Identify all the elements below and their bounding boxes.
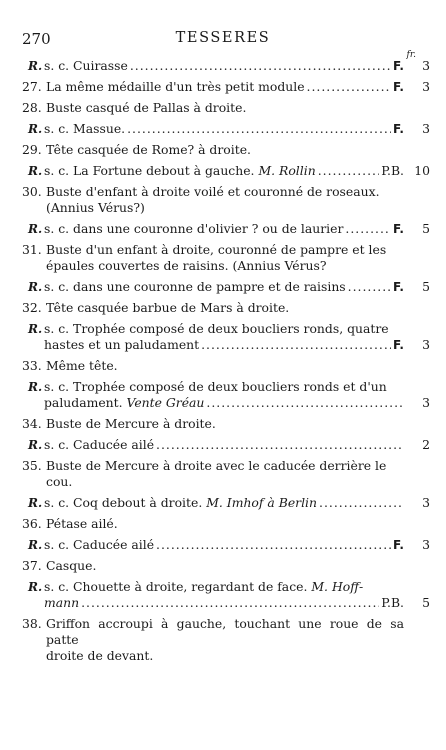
dot-leader (127, 121, 391, 137)
entry-text: Pétase ailé. (46, 516, 118, 531)
entry-text: Buste casqué de Pallas à droite. (46, 100, 247, 115)
collection-name: Vente Gréau (126, 395, 205, 410)
reverse-entry (28, 379, 434, 411)
obverse-entry (22, 79, 434, 95)
entry-text-line-1: s. c. Trophée composé de deux boucliers ronds, quatre (44, 321, 389, 336)
reverse-entry (28, 163, 434, 179)
size-mark: P.B. (381, 595, 404, 610)
entry-number: 34. (22, 416, 42, 431)
page-header (22, 30, 424, 60)
dot-leader (319, 495, 402, 511)
entry-value: 10 (414, 163, 430, 178)
entry-number: 32. (22, 300, 42, 315)
reverse-symbol: R. (28, 538, 43, 552)
dot-leader (156, 437, 402, 453)
entry-text: s. c. La Fortune debout à gauche. M. Rollin (44, 163, 316, 178)
reverse-entry (28, 437, 434, 453)
reverse-entry (28, 58, 434, 74)
collection-name: M. Rollin (258, 163, 316, 178)
dot-leader (156, 537, 391, 553)
entry-value: 3 (422, 58, 430, 73)
entry-text: Buste de Mercure à droite. (46, 416, 216, 431)
obverse-entry (22, 300, 434, 316)
entry-text-line-1: s. c. Chouette à droite, regardant de face. M. Hoff- (44, 579, 364, 594)
entry-number: 27. (22, 79, 42, 94)
collection-name: M. Imhof à Berlin (206, 495, 317, 510)
entry-text: s. c. Coq debout à droite. M. Imhof à Berlin (44, 495, 317, 510)
entry-value: 3 (422, 537, 430, 552)
entry-number: 30. (22, 184, 42, 199)
entry-number: 29. (22, 142, 42, 157)
entry-number: 33. (22, 358, 42, 373)
entry-text-line-1: Buste d'un enfant à droite, couronné de pampre et les (46, 242, 387, 257)
metal-mark: F. (393, 338, 404, 352)
obverse-entry (22, 242, 434, 274)
entry-text-line-1: Buste de Mercure à droite avec le caducée derrière le (46, 458, 387, 473)
entry-value: 3 (422, 79, 430, 94)
metal-mark: F. (393, 80, 404, 94)
collection-name: M. Hoff- (311, 579, 364, 594)
reverse-symbol: R. (28, 222, 43, 236)
dot-leader (81, 595, 379, 611)
entry-text: s. c. Caducée ailé (44, 537, 155, 552)
reverse-entry (28, 579, 434, 611)
dot-leader (307, 79, 391, 95)
metal-mark: F. (393, 280, 404, 294)
entry-value: 2 (422, 437, 430, 452)
entry-text: s. c. dans une couronne d'olivier ? ou de laurier (44, 221, 344, 236)
dot-leader (318, 163, 380, 179)
entry-text-line-2: (Annius Vérus?) (46, 200, 145, 215)
dot-leader (345, 221, 391, 237)
entry-text: s. c. Massue. (44, 121, 126, 136)
obverse-entry (22, 184, 434, 216)
dot-leader (130, 58, 391, 74)
reverse-entry (28, 221, 434, 237)
entry-text-line-1: Buste d'enfant à droite voilé et couronné de roseaux. (46, 184, 380, 199)
reverse-entry (28, 279, 434, 295)
obverse-entry (22, 358, 434, 374)
reverse-entry (28, 321, 434, 353)
entry-text: Même tête. (46, 358, 118, 373)
reverse-symbol: R. (28, 122, 43, 136)
obverse-entry (22, 142, 434, 158)
entry-number: 36. (22, 516, 42, 531)
dot-leader (201, 337, 391, 353)
metal-mark: F. (393, 538, 404, 552)
obverse-entry (22, 100, 434, 116)
entry-value: 3 (422, 337, 430, 352)
size-mark: P.B. (381, 163, 404, 178)
entry-text-line-1: s. c. Trophée composé de deux boucliers ronds et d'un (44, 379, 387, 394)
reverse-entry (28, 121, 434, 137)
entry-text: Casque. (46, 558, 97, 573)
entry-value: 5 (422, 279, 430, 294)
entry-number: 38. (22, 616, 42, 631)
dot-leader (206, 395, 402, 411)
reverse-entry (28, 495, 434, 511)
entry-text-line-1: Griffon accroupi à gauche, touchant une roue de sa patte (46, 616, 404, 647)
reverse-symbol: R. (28, 380, 43, 394)
reverse-symbol: R. (28, 280, 43, 294)
metal-mark: F. (393, 222, 404, 236)
obverse-entry (22, 616, 434, 664)
entry-value: 3 (422, 121, 430, 136)
obverse-entry (22, 458, 434, 490)
entry-number: 35. (22, 458, 42, 473)
entry-text: s. c. Cuirasse (44, 58, 128, 73)
entry-number: 28. (22, 100, 42, 115)
value-column-label: fr. (406, 50, 416, 60)
entry-text-line-2: hastes et un paludament (44, 337, 200, 352)
metal-mark: F. (393, 122, 404, 136)
reverse-symbol: R. (28, 496, 43, 510)
entry-text: s. c. dans une couronne de pampre et de raisins (44, 279, 346, 294)
entry-text: Tête casquée de Rome? à droite. (46, 142, 251, 157)
entry-text-line-2: droite de devant. (46, 648, 154, 663)
entry-number: 37. (22, 558, 42, 573)
obverse-entry (22, 516, 434, 532)
catalogue-entries (22, 58, 434, 664)
entry-number: 31. (22, 242, 42, 257)
reverse-entry (28, 537, 434, 553)
obverse-entry (22, 558, 434, 574)
metal-mark: F. (393, 59, 404, 73)
running-title: TESSERES (175, 30, 271, 46)
reverse-symbol: R. (28, 59, 43, 73)
reverse-symbol: R. (28, 438, 43, 452)
entry-text: La même médaille d'un très petit module (46, 79, 305, 94)
entry-text-line-2: épaules couvertes de raisins. (Annius Vérus? (46, 258, 327, 273)
entry-text-line-2: paludament. Vente Gréau (44, 395, 205, 410)
entry-value: 3 (422, 495, 430, 510)
reverse-symbol: R. (28, 580, 43, 594)
obverse-entry (22, 416, 434, 432)
entry-value: 3 (422, 395, 430, 410)
dot-leader (348, 279, 391, 295)
page-number: 270 (22, 30, 51, 48)
entry-value: 5 (422, 221, 430, 236)
entry-text: Tête casquée barbue de Mars à droite. (46, 300, 290, 315)
entry-text: s. c. Caducée ailé (44, 437, 155, 452)
entry-value: 5 (422, 595, 430, 610)
reverse-symbol: R. (28, 164, 43, 178)
reverse-symbol: R. (28, 322, 43, 336)
collection-name-continued: mann (44, 595, 80, 610)
entry-text-line-2: cou. (46, 474, 73, 489)
